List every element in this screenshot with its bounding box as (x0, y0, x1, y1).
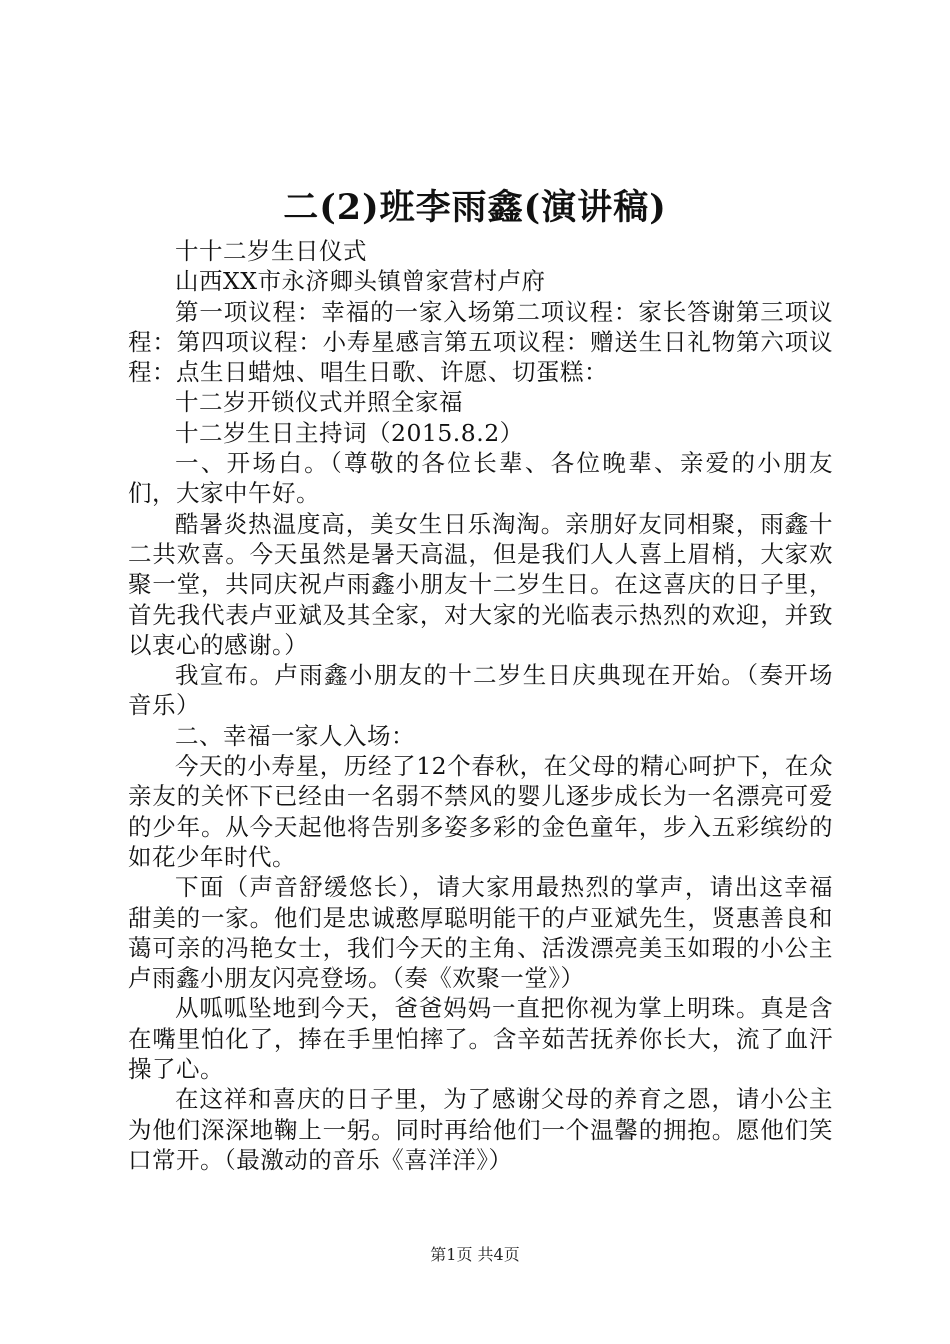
document-title: 二(2)班李雨鑫(演讲稿) (283, 187, 667, 228)
paragraph: 一、开场白。（尊敬的各位长辈、各位晚辈、亲爱的小朋友们，大家中午好。 (128, 449, 833, 508)
paragraph: 我宣布。卢雨鑫小朋友的十二岁生日庆典现在开始。（奏开场音乐） (128, 661, 833, 720)
paragraph: 二、幸福一家人入场： (175, 721, 415, 750)
paragraph: 在这祥和喜庆的日子里，为了感谢父母的养育之恩，请小公主为他们深深地鞠上一躬。同时再给他们一个温馨的拥抱。愿他们笑口常开。（最激动的音乐《喜洋洋》） (128, 1085, 833, 1174)
paragraph: 从呱呱坠地到今天，爸爸妈妈一直把你视为掌上明珠。真是含在嘴里怕化了，捧在手里怕摔了。含辛茹苦抚养你长大，流了血汗操了心。 (128, 994, 833, 1084)
paragraph: 十二岁开锁仪式并照全家福 (175, 388, 463, 417)
document-body (128, 236, 833, 1175)
paragraph: 今天的小寿星，历经了12个春秋，在父母的精心呵护下，在众亲友的关怀下已经由一名弱不禁风的婴儿逐步成长为一名漂亮可爱的少年。从今天起他将告别多姿多彩的金色童年，步入五彩缤纷的如花少年时代。 (128, 752, 833, 871)
paragraph: 酷暑炎热温度高，美女生日乐淘淘。亲朋好友同相聚，雨鑫十二共欢喜。今天虽然是暑天高温，但是我们人人喜上眉梢，大家欢聚一堂，共同庆祝卢雨鑫小朋友十二岁生日。在这喜庆的日子里，首先我代表卢亚斌及其全家，对大家的光临表示热烈的欢迎，并致以衷心的感谢。） (128, 509, 833, 659)
paragraph: 十二岁生日主持词（2015.8.2） (175, 418, 524, 447)
paragraph: 山西XX市永济卿头镇曾家营村卢府 (175, 267, 546, 296)
paragraph: 十十二岁生日仪式 (175, 237, 367, 265)
page-footer: 第1页 共4页 (430, 1245, 520, 1264)
paragraph: 下面（声音舒缓悠长），请大家用最热烈的掌声，请出这幸福甜美的一家。他们是忠诚憨厚聪明能干的卢亚斌先生，贤惠善良和蔼可亲的冯艳女士，我们今天的主角、活泼漂亮美玉如瑕的小公主卢雨鑫小朋友闪亮登场。（奏《欢聚一堂》） (128, 873, 833, 993)
paragraph: 第一项议程：幸福的一家入场第二项议程：家长答谢第三项议程：第四项议程：小寿星感言第五项议程：赠送生日礼物第六项议程：点生日蜡烛、唱生日歌、许愿、切蛋糕： (128, 297, 833, 387)
